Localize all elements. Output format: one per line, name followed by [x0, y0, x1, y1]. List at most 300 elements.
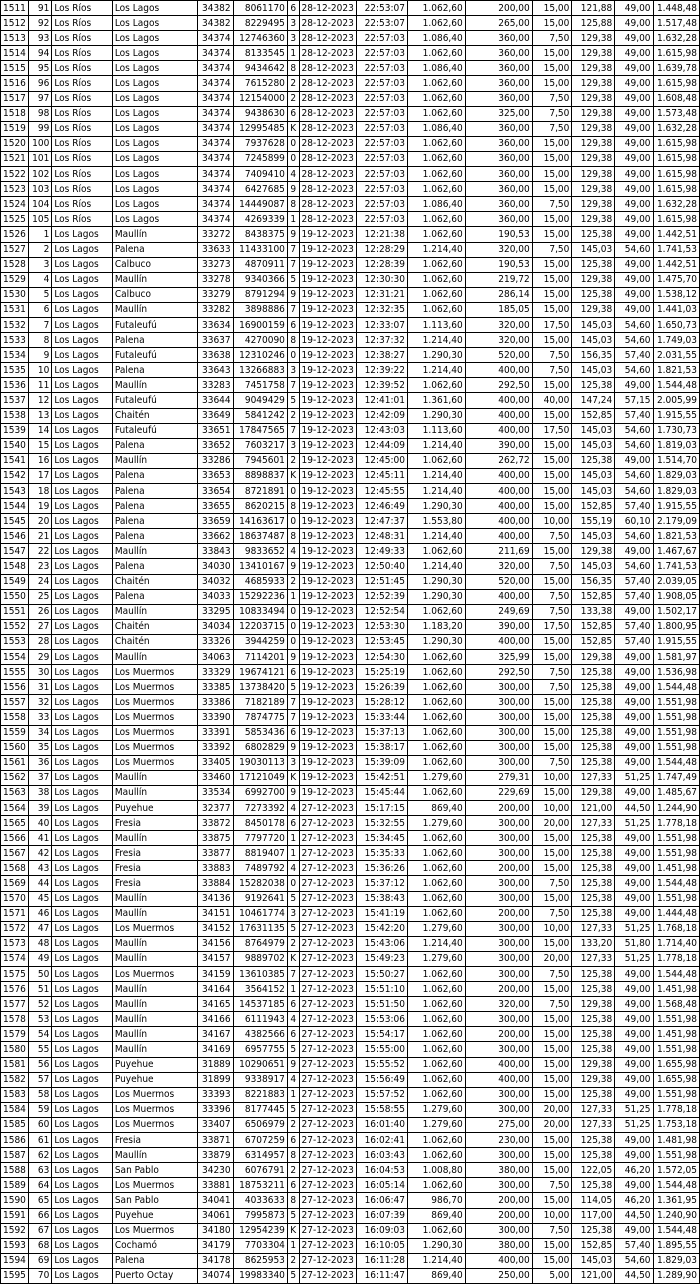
date-cell: 19-12-2023 — [299, 710, 356, 725]
rut-cell: 7489792 — [233, 861, 287, 876]
region-cell: Los Lagos — [52, 1148, 113, 1163]
table-row — [1, 861, 700, 876]
time-cell: 15:51:10 — [356, 982, 407, 997]
date-cell: 27-12-2023 — [299, 1163, 356, 1178]
total-cell: 1.915,55 — [653, 499, 699, 514]
total-cell: 1.615,98 — [653, 151, 699, 166]
amount-5-cell: 49,00 — [615, 76, 653, 91]
time-cell: 12:53:45 — [356, 634, 407, 649]
table-row — [1, 257, 700, 272]
rut-cell: 3944259 — [233, 634, 287, 649]
commune-cell: Futaleufú — [112, 423, 198, 438]
amount-5-cell: 49,00 — [615, 378, 653, 393]
commune-cell: Palena — [112, 559, 198, 574]
folio-cell: 34374 — [198, 46, 233, 61]
amount-1-cell: 1.062,60 — [407, 378, 465, 393]
amount-2-cell: 520,00 — [465, 574, 532, 589]
amount-3-cell: 15,00 — [532, 227, 572, 242]
folio-cell: 34179 — [198, 1238, 233, 1253]
date-cell: 19-12-2023 — [299, 302, 356, 317]
total-cell: 1.655,98 — [653, 1072, 699, 1087]
amount-2-cell: 360,00 — [465, 136, 532, 151]
rut-cell: 8177445 — [233, 1102, 287, 1117]
table-row — [1, 438, 700, 453]
amount-5-cell: 49,00 — [615, 302, 653, 317]
folio-cell: 33877 — [198, 846, 233, 861]
amount-1-cell: 1.086,40 — [407, 197, 465, 212]
time-cell: 15:45:44 — [356, 785, 407, 800]
rut-cell: 10833494 — [233, 604, 287, 619]
time-cell: 22:57:03 — [356, 91, 407, 106]
folio-cell: 34178 — [198, 1253, 233, 1268]
amount-4-cell: 145,03 — [572, 317, 615, 332]
date-cell: 27-12-2023 — [299, 800, 356, 815]
table-row — [1, 393, 700, 408]
amount-1-cell: 1.113,60 — [407, 317, 465, 332]
amount-5-cell: 49,00 — [615, 257, 653, 272]
amount-1-cell: 1.062,60 — [407, 982, 465, 997]
amount-5-cell: 49,00 — [615, 544, 653, 559]
amount-2-cell: 400,00 — [465, 484, 532, 499]
amount-4-cell: 145,03 — [572, 438, 615, 453]
time-cell: 12:33:07 — [356, 317, 407, 332]
order-number-cell: 47 — [28, 921, 51, 936]
date-cell: 19-12-2023 — [299, 514, 356, 529]
check-digit-cell: 3 — [287, 906, 299, 921]
amount-2-cell: 360,00 — [465, 182, 532, 197]
table-row — [1, 982, 700, 997]
amount-5-cell: 49,00 — [615, 167, 653, 182]
total-cell: 1.895,55 — [653, 1238, 699, 1253]
amount-1-cell: 1.062,60 — [407, 167, 465, 182]
date-cell: 28-12-2023 — [299, 212, 356, 227]
region-cell: Los Lagos — [52, 967, 113, 982]
amount-3-cell: 15,00 — [532, 378, 572, 393]
row-index-cell: 1583 — [1, 1087, 29, 1102]
region-cell: Los Lagos — [52, 740, 113, 755]
amount-5-cell: 49,00 — [615, 1178, 653, 1193]
commune-cell: Fresia — [112, 1133, 198, 1148]
amount-5-cell: 49,00 — [615, 967, 653, 982]
amount-4-cell: 129,38 — [572, 272, 615, 287]
order-number-cell: 24 — [28, 574, 51, 589]
order-number-cell: 93 — [28, 31, 51, 46]
row-index-cell: 1533 — [1, 333, 29, 348]
total-cell: 1.915,55 — [653, 408, 699, 423]
date-cell: 19-12-2023 — [299, 378, 356, 393]
amount-2-cell: 229,69 — [465, 785, 532, 800]
amount-4-cell: 145,03 — [572, 423, 615, 438]
table-row — [1, 31, 700, 46]
amount-2-cell: 400,00 — [465, 423, 532, 438]
amount-2-cell: 400,00 — [465, 1072, 532, 1087]
row-index-cell: 1521 — [1, 151, 29, 166]
commune-cell: Puyehue — [112, 1208, 198, 1223]
folio-cell: 34374 — [198, 31, 233, 46]
amount-3-cell: 7,50 — [532, 559, 572, 574]
rut-cell: 4870911 — [233, 257, 287, 272]
row-index-cell: 1535 — [1, 363, 29, 378]
table-row — [1, 876, 700, 891]
amount-1-cell: 1.062,60 — [407, 876, 465, 891]
check-digit-cell: 4 — [287, 800, 299, 815]
amount-5-cell: 54,60 — [615, 333, 653, 348]
order-number-cell: 9 — [28, 348, 51, 363]
region-cell: Los Lagos — [52, 831, 113, 846]
amount-3-cell: 20,00 — [532, 1117, 572, 1132]
amount-4-cell: 125,38 — [572, 1012, 615, 1027]
amount-3-cell: 7,50 — [532, 242, 572, 257]
order-number-cell: 103 — [28, 182, 51, 197]
time-cell: 15:37:12 — [356, 876, 407, 891]
amount-1-cell: 1.062,60 — [407, 136, 465, 151]
commune-cell: Maullín — [112, 302, 198, 317]
amount-2-cell: 292,50 — [465, 378, 532, 393]
rut-cell: 9438630 — [233, 106, 287, 121]
amount-5-cell: 49,00 — [615, 755, 653, 770]
total-cell: 1.361,95 — [653, 1193, 699, 1208]
folio-cell: 33644 — [198, 393, 233, 408]
total-cell: 1.632,28 — [653, 197, 699, 212]
amount-2-cell: 300,00 — [465, 1148, 532, 1163]
amount-2-cell: 200,00 — [465, 800, 532, 815]
total-cell: 1.829,03 — [653, 1253, 699, 1268]
commune-cell: Los Lagos — [112, 16, 198, 31]
table-row — [1, 212, 700, 227]
region-cell: Los Ríos — [52, 167, 113, 182]
table-row — [1, 770, 700, 785]
row-index-cell: 1545 — [1, 514, 29, 529]
time-cell: 15:36:26 — [356, 861, 407, 876]
time-cell: 15:32:55 — [356, 816, 407, 831]
commune-cell: Chaitén — [112, 619, 198, 634]
check-digit-cell: 9 — [287, 182, 299, 197]
check-digit-cell: 4 — [287, 861, 299, 876]
commune-cell: Puyehue — [112, 1072, 198, 1087]
amount-2-cell: 275,00 — [465, 1117, 532, 1132]
region-cell: Los Lagos — [52, 982, 113, 997]
amount-4-cell: 127,33 — [572, 921, 615, 936]
amount-5-cell: 44,50 — [615, 800, 653, 815]
commune-cell: Maullín — [112, 906, 198, 921]
total-cell: 1.573,48 — [653, 106, 699, 121]
rut-cell: 9338917 — [233, 1072, 287, 1087]
total-cell: 1.615,98 — [653, 212, 699, 227]
check-digit-cell: K — [287, 1223, 299, 1238]
order-number-cell: 94 — [28, 46, 51, 61]
commune-cell: Los Muermos — [112, 1178, 198, 1193]
amount-1-cell: 1.062,60 — [407, 212, 465, 227]
commune-cell: Palena — [112, 589, 198, 604]
date-cell: 19-12-2023 — [299, 695, 356, 710]
date-cell: 19-12-2023 — [299, 257, 356, 272]
row-index-cell: 1572 — [1, 921, 29, 936]
amount-1-cell: 1.214,40 — [407, 363, 465, 378]
check-digit-cell: 6 — [287, 1, 299, 16]
check-digit-cell: 6 — [287, 317, 299, 332]
check-digit-cell: 7 — [287, 967, 299, 982]
amount-2-cell: 300,00 — [465, 710, 532, 725]
date-cell: 19-12-2023 — [299, 544, 356, 559]
total-cell: 1.778,18 — [653, 1102, 699, 1117]
amount-1-cell: 1.062,60 — [407, 1042, 465, 1057]
amount-5-cell: 49,00 — [615, 861, 653, 876]
amount-4-cell: 133,38 — [572, 604, 615, 619]
folio-cell: 34041 — [198, 1193, 233, 1208]
amount-2-cell: 360,00 — [465, 31, 532, 46]
amount-4-cell: 117,00 — [572, 1208, 615, 1223]
amount-4-cell: 121,00 — [572, 800, 615, 815]
amount-5-cell: 49,00 — [615, 91, 653, 106]
region-cell: Los Lagos — [52, 619, 113, 634]
check-digit-cell: 8 — [287, 1193, 299, 1208]
time-cell: 16:05:14 — [356, 1178, 407, 1193]
amount-4-cell: 129,38 — [572, 76, 615, 91]
region-cell: Los Ríos — [52, 31, 113, 46]
region-cell: Los Lagos — [52, 650, 113, 665]
amount-2-cell: 300,00 — [465, 936, 532, 951]
order-number-cell: 91 — [28, 1, 51, 16]
amount-5-cell: 57,40 — [615, 348, 653, 363]
date-cell: 19-12-2023 — [299, 453, 356, 468]
amount-4-cell: 129,38 — [572, 785, 615, 800]
amount-3-cell: 15,00 — [532, 574, 572, 589]
row-index-cell: 1538 — [1, 408, 29, 423]
rut-cell: 4685933 — [233, 574, 287, 589]
check-digit-cell: 3 — [287, 438, 299, 453]
time-cell: 15:35:33 — [356, 846, 407, 861]
amount-2-cell: 390,00 — [465, 619, 532, 634]
amount-1-cell: 1.062,60 — [407, 1178, 465, 1193]
folio-cell: 34180 — [198, 1223, 233, 1238]
amount-4-cell: 129,38 — [572, 167, 615, 182]
time-cell: 12:45:55 — [356, 484, 407, 499]
check-digit-cell: 6 — [287, 106, 299, 121]
check-digit-cell: 6 — [287, 997, 299, 1012]
row-index-cell: 1573 — [1, 936, 29, 951]
region-cell: Los Ríos — [52, 1, 113, 16]
amount-1-cell: 1.062,60 — [407, 1148, 465, 1163]
amount-2-cell: 320,00 — [465, 317, 532, 332]
commune-cell: Los Muermos — [112, 680, 198, 695]
rut-cell: 8819407 — [233, 846, 287, 861]
region-cell: Los Lagos — [52, 1133, 113, 1148]
amount-1-cell: 1.290,30 — [407, 348, 465, 363]
time-cell: 12:47:37 — [356, 514, 407, 529]
row-index-cell: 1546 — [1, 529, 29, 544]
folio-cell: 33643 — [198, 363, 233, 378]
amount-4-cell: 129,38 — [572, 197, 615, 212]
date-cell: 27-12-2023 — [299, 1148, 356, 1163]
order-number-cell: 36 — [28, 755, 51, 770]
amount-2-cell: 300,00 — [465, 755, 532, 770]
date-cell: 27-12-2023 — [299, 876, 356, 891]
rut-cell: 12746360 — [233, 31, 287, 46]
rut-cell: 11433100 — [233, 242, 287, 257]
total-cell: 2.031,55 — [653, 348, 699, 363]
table-row — [1, 695, 700, 710]
amount-1-cell: 869,40 — [407, 1268, 465, 1283]
rut-cell: 6992700 — [233, 785, 287, 800]
amount-5-cell: 57,40 — [615, 634, 653, 649]
table-row — [1, 151, 700, 166]
rut-cell: 19030113 — [233, 755, 287, 770]
rut-cell: 7273392 — [233, 800, 287, 815]
order-number-cell: 57 — [28, 1072, 51, 1087]
table-row — [1, 1102, 700, 1117]
row-index-cell: 1530 — [1, 287, 29, 302]
date-cell: 27-12-2023 — [299, 936, 356, 951]
region-cell: Los Lagos — [52, 302, 113, 317]
check-digit-cell: 2 — [287, 91, 299, 106]
order-number-cell: 16 — [28, 453, 51, 468]
amount-3-cell: 7,50 — [532, 363, 572, 378]
rut-cell: 13610385 — [233, 967, 287, 982]
row-index-cell: 1570 — [1, 891, 29, 906]
table-row — [1, 1178, 700, 1193]
amount-1-cell: 1.062,60 — [407, 151, 465, 166]
table-row — [1, 242, 700, 257]
amount-3-cell: 15,00 — [532, 499, 572, 514]
amount-4-cell: 156,35 — [572, 574, 615, 589]
table-row — [1, 16, 700, 31]
rut-cell: 14537185 — [233, 997, 287, 1012]
amount-2-cell: 250,00 — [465, 1268, 532, 1283]
amount-1-cell: 1.290,30 — [407, 1238, 465, 1253]
commune-cell: Los Lagos — [112, 167, 198, 182]
order-number-cell: 30 — [28, 665, 51, 680]
time-cell: 16:03:43 — [356, 1148, 407, 1163]
total-cell: 1.747,49 — [653, 770, 699, 785]
time-cell: 22:57:03 — [356, 197, 407, 212]
folio-cell: 34374 — [198, 121, 233, 136]
amount-4-cell: 125,38 — [572, 846, 615, 861]
check-digit-cell: 2 — [287, 76, 299, 91]
amount-3-cell: 15,00 — [532, 1, 572, 16]
amount-5-cell: 54,60 — [615, 363, 653, 378]
amount-2-cell: 292,50 — [465, 665, 532, 680]
time-cell: 16:07:39 — [356, 1208, 407, 1223]
rut-cell: 12310246 — [233, 348, 287, 363]
amount-1-cell: 1.214,40 — [407, 529, 465, 544]
date-cell: 19-12-2023 — [299, 408, 356, 423]
check-digit-cell: 6 — [287, 725, 299, 740]
amount-4-cell: 147,24 — [572, 393, 615, 408]
total-cell: 1.615,98 — [653, 76, 699, 91]
amount-3-cell: 15,00 — [532, 725, 572, 740]
amount-1-cell: 1.062,60 — [407, 182, 465, 197]
amount-1-cell: 1.062,60 — [407, 76, 465, 91]
amount-5-cell: 44,50 — [615, 1208, 653, 1223]
table-row — [1, 936, 700, 951]
amount-1-cell: 1.279,60 — [407, 921, 465, 936]
amount-1-cell: 1.062,60 — [407, 106, 465, 121]
amount-3-cell: 15,00 — [532, 861, 572, 876]
region-cell: Los Lagos — [52, 589, 113, 604]
check-digit-cell: 8 — [287, 61, 299, 76]
time-cell: 15:28:12 — [356, 695, 407, 710]
amount-1-cell: 1.062,60 — [407, 997, 465, 1012]
region-cell: Los Lagos — [52, 800, 113, 815]
table-row — [1, 91, 700, 106]
amount-3-cell: 15,00 — [532, 740, 572, 755]
check-digit-cell: 0 — [287, 634, 299, 649]
amount-3-cell: 15,00 — [532, 1133, 572, 1148]
amount-1-cell: 1.062,60 — [407, 1012, 465, 1027]
date-cell: 27-12-2023 — [299, 997, 356, 1012]
rut-cell: 9340366 — [233, 272, 287, 287]
date-cell: 27-12-2023 — [299, 1102, 356, 1117]
amount-5-cell: 49,00 — [615, 680, 653, 695]
order-number-cell: 100 — [28, 136, 51, 151]
commune-cell: Cochamó — [112, 1238, 198, 1253]
row-index-cell: 1528 — [1, 257, 29, 272]
amount-2-cell: 200,00 — [465, 1, 532, 16]
table-row — [1, 333, 700, 348]
amount-1-cell: 1.062,60 — [407, 227, 465, 242]
rut-cell: 12154000 — [233, 91, 287, 106]
amount-3-cell: 7,50 — [532, 121, 572, 136]
date-cell: 27-12-2023 — [299, 1268, 356, 1283]
date-cell: 28-12-2023 — [299, 91, 356, 106]
time-cell: 16:02:41 — [356, 1133, 407, 1148]
amount-4-cell: 127,33 — [572, 770, 615, 785]
amount-4-cell: 133,20 — [572, 936, 615, 951]
order-number-cell: 52 — [28, 997, 51, 1012]
total-cell: 1.544,48 — [653, 876, 699, 891]
amount-3-cell: 15,00 — [532, 76, 572, 91]
row-index-cell: 1561 — [1, 755, 29, 770]
table-row — [1, 1072, 700, 1087]
time-cell: 12:28:29 — [356, 242, 407, 257]
rut-cell: 9192641 — [233, 891, 287, 906]
amount-1-cell: 1.062,60 — [407, 16, 465, 31]
check-digit-cell: 4 — [287, 544, 299, 559]
folio-cell: 34157 — [198, 951, 233, 966]
folio-cell: 33879 — [198, 1148, 233, 1163]
rut-cell: 18753211 — [233, 1178, 287, 1193]
commune-cell: Los Lagos — [112, 121, 198, 136]
region-cell: Los Lagos — [52, 1268, 113, 1283]
region-cell: Los Ríos — [52, 91, 113, 106]
amount-3-cell: 15,00 — [532, 1012, 572, 1027]
time-cell: 15:37:13 — [356, 725, 407, 740]
amount-1-cell: 1.062,60 — [407, 91, 465, 106]
order-number-cell: 56 — [28, 1057, 51, 1072]
region-cell: Los Lagos — [52, 1027, 113, 1042]
table-row — [1, 755, 700, 770]
row-index-cell: 1553 — [1, 634, 29, 649]
row-index-cell: 1556 — [1, 680, 29, 695]
check-digit-cell: 7 — [287, 710, 299, 725]
total-cell: 1.829,03 — [653, 468, 699, 483]
row-index-cell: 1539 — [1, 423, 29, 438]
commune-cell: Calbuco — [112, 287, 198, 302]
amount-5-cell: 51,25 — [615, 770, 653, 785]
row-index-cell: 1563 — [1, 785, 29, 800]
time-cell: 12:43:03 — [356, 423, 407, 438]
amount-2-cell: 360,00 — [465, 46, 532, 61]
amount-3-cell: 15,00 — [532, 1057, 572, 1072]
amount-1-cell: 1.086,40 — [407, 121, 465, 136]
amount-3-cell: 15,00 — [532, 212, 572, 227]
check-digit-cell: 2 — [287, 936, 299, 951]
commune-cell: Palena — [112, 438, 198, 453]
amount-4-cell: 125,38 — [572, 695, 615, 710]
folio-cell: 33534 — [198, 785, 233, 800]
amount-2-cell: 400,00 — [465, 589, 532, 604]
amount-1-cell: 1.062,60 — [407, 710, 465, 725]
